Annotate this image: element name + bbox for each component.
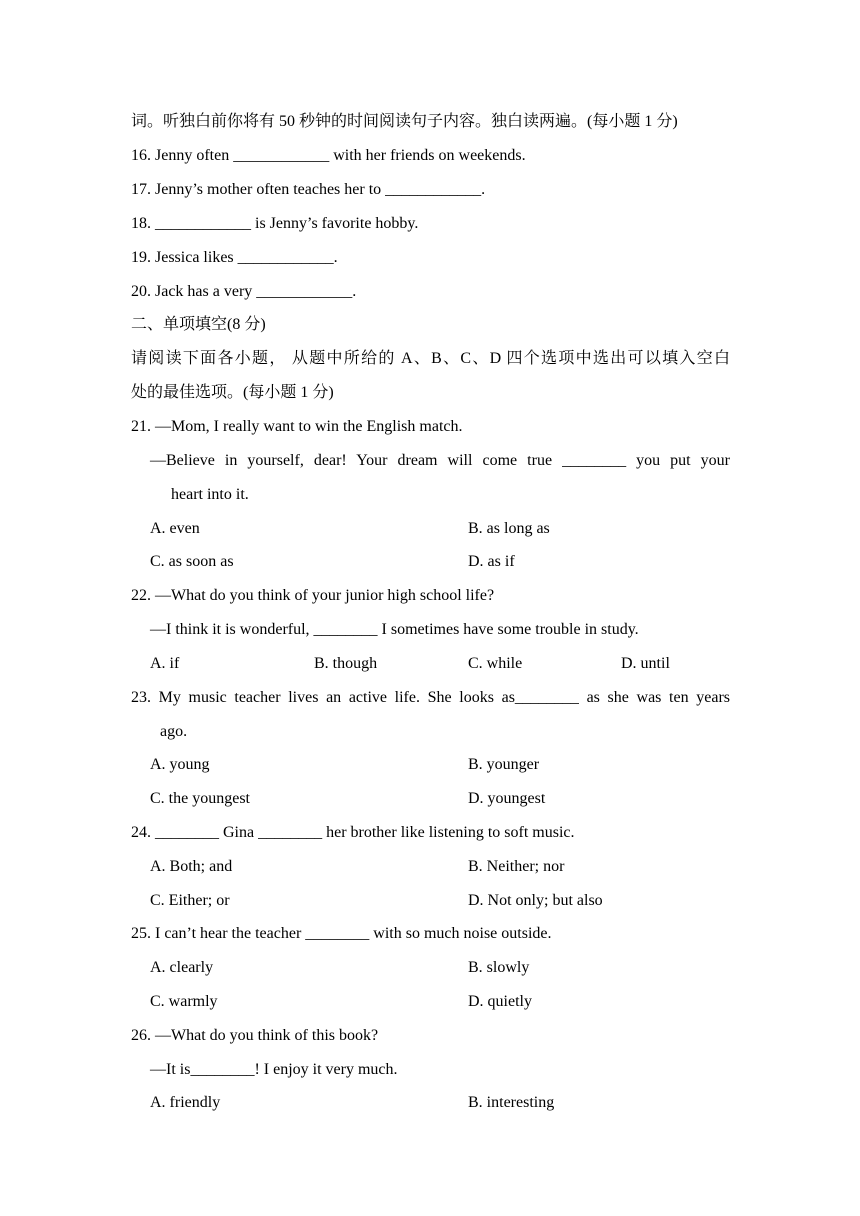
section-heading: 二、单项填空(8 分) [131, 316, 266, 333]
fill-item-17: 17. Jenny’s mother often teaches her to ____________. [131, 181, 486, 198]
fill-item-20: 20. Jack has a very ____________. [131, 283, 357, 300]
question-25-option-b: B. slowly [468, 959, 530, 976]
question-23-option-c: C. the youngest [150, 790, 250, 807]
question-26-option-a: A. friendly [150, 1094, 221, 1111]
question-23-option-d: D. youngest [468, 790, 546, 807]
fill-item-16: 16. Jenny often ____________ with her friends on weekends. [131, 147, 526, 164]
listening-instructions: 词。听独白前你将有 50 秒钟的时间阅读句子内容。独白读两遍。(每小题 1 分) [131, 113, 678, 130]
question-24-option-b: B. Neither; nor [468, 858, 565, 875]
question-25-option-c: C. warmly [150, 993, 218, 1010]
question-23-stem-line2: ago. [160, 723, 188, 740]
question-26-reply: —It is________! I enjoy it very much. [150, 1061, 398, 1078]
question-21-reply-line1: —Believe in yourself, dear! Your dream will come true ________ you put your [150, 452, 730, 469]
fill-item-19: 19. Jessica likes ____________. [131, 249, 338, 266]
question-22-option-c: C. while [468, 655, 523, 672]
question-22-reply: —I think it is wonderful, ________ I sometimes have some trouble in study. [150, 621, 639, 638]
question-23-option-b: B. younger [468, 756, 540, 773]
question-24-option-a: A. Both; and [150, 858, 233, 875]
question-23-option-a: A. young [150, 756, 210, 773]
question-25-option-d: D. quietly [468, 993, 532, 1010]
question-21-reply-line2: heart into it. [171, 486, 249, 503]
section-instructions-line2: 处的最佳选项。(每小题 1 分) [131, 384, 334, 401]
question-24-option-d: D. Not only; but also [468, 892, 603, 909]
question-23-stem-line1: 23. My music teacher lives an active life. She looks as________ as she was ten years [131, 689, 730, 706]
question-22-option-a: A. if [150, 655, 180, 672]
section-instructions-line1: 请阅读下面各小题， 从题中所给的 A、B、C、D 四个选项中选出可以填入空白 [131, 350, 730, 367]
question-22-stem: 22. —What do you think of your junior high school life? [131, 587, 495, 604]
question-21-option-c: C. as soon as [150, 553, 234, 570]
question-24-option-c: C. Either; or [150, 892, 230, 909]
question-26-option-b: B. interesting [468, 1094, 555, 1111]
question-22-option-d: D. until [621, 655, 670, 672]
question-22-option-b: B. though [314, 655, 378, 672]
question-21-option-b: B. as long as [468, 520, 550, 537]
question-21-stem: 21. —Mom, I really want to win the English match. [131, 418, 463, 435]
question-21-option-d: D. as if [468, 553, 515, 570]
question-25-stem: 25. I can’t hear the teacher ________ with so much noise outside. [131, 925, 552, 942]
question-24-stem: 24. ________ Gina ________ her brother like listening to soft music. [131, 824, 575, 841]
question-21-option-a: A. even [150, 520, 200, 537]
question-25-option-a: A. clearly [150, 959, 214, 976]
fill-item-18: 18. ____________ is Jenny’s favorite hobby. [131, 215, 419, 232]
question-26-stem: 26. —What do you think of this book? [131, 1027, 379, 1044]
